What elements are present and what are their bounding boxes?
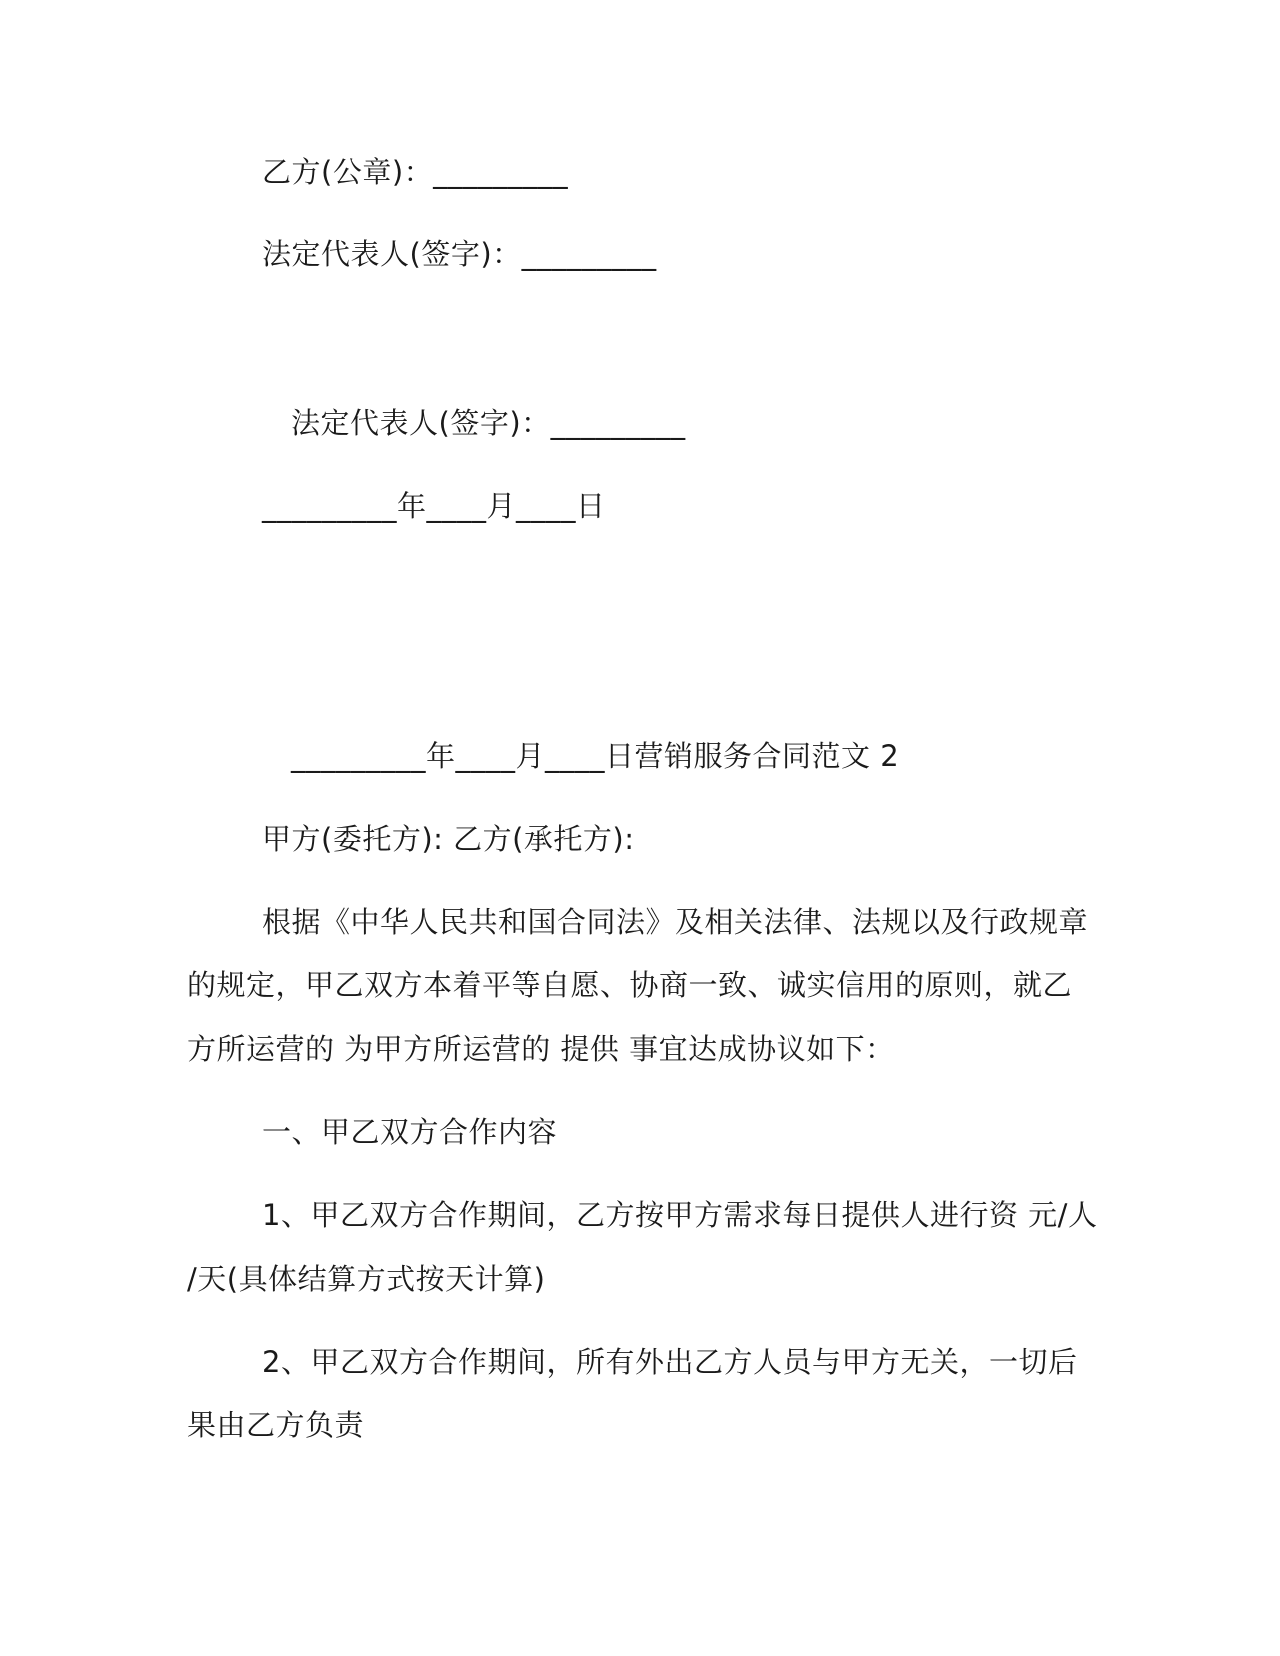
- clause-2-line-1: 2、甲乙双方合作期间，所有外出乙方人员与甲方无关，一切后: [262, 1345, 1078, 1379]
- legal-representative-signature-line: 法定代表人(签字)：_________: [262, 237, 657, 271]
- preamble-line-3: 方所运营的 为甲方所运营的 提供 事宜达成协议如下：: [187, 1032, 895, 1066]
- legal-representative-signature-line-2: 法定代表人(签字)：_________: [291, 406, 686, 440]
- contract-parties: 甲方(委托方): 乙方(承托方):: [262, 822, 635, 856]
- section-1-heading: 一、甲乙双方合作内容: [262, 1115, 558, 1149]
- clause-1-line-1: 1、甲乙双方合作期间，乙方按甲方需求每日提供人进行资 元/人: [262, 1198, 1098, 1232]
- clause-1-line-2: /天(具体结算方式按天计算): [187, 1262, 546, 1296]
- clause-2-line-2: 果由乙方负责: [187, 1408, 365, 1442]
- signing-date-line: _________年____月____日: [262, 489, 606, 523]
- preamble-line-1: 根据《中华人民共和国合同法》及相关法律、法规以及行政规章: [262, 905, 1089, 939]
- party-b-seal-line: 乙方(公章)：_________: [262, 155, 569, 189]
- contract-title: _________年____月____日营销服务合同范文 2: [291, 739, 900, 773]
- preamble-line-2: 的规定，甲乙双方本着平等自愿、协商一致、诚实信用的原则，就乙: [187, 968, 1073, 1002]
